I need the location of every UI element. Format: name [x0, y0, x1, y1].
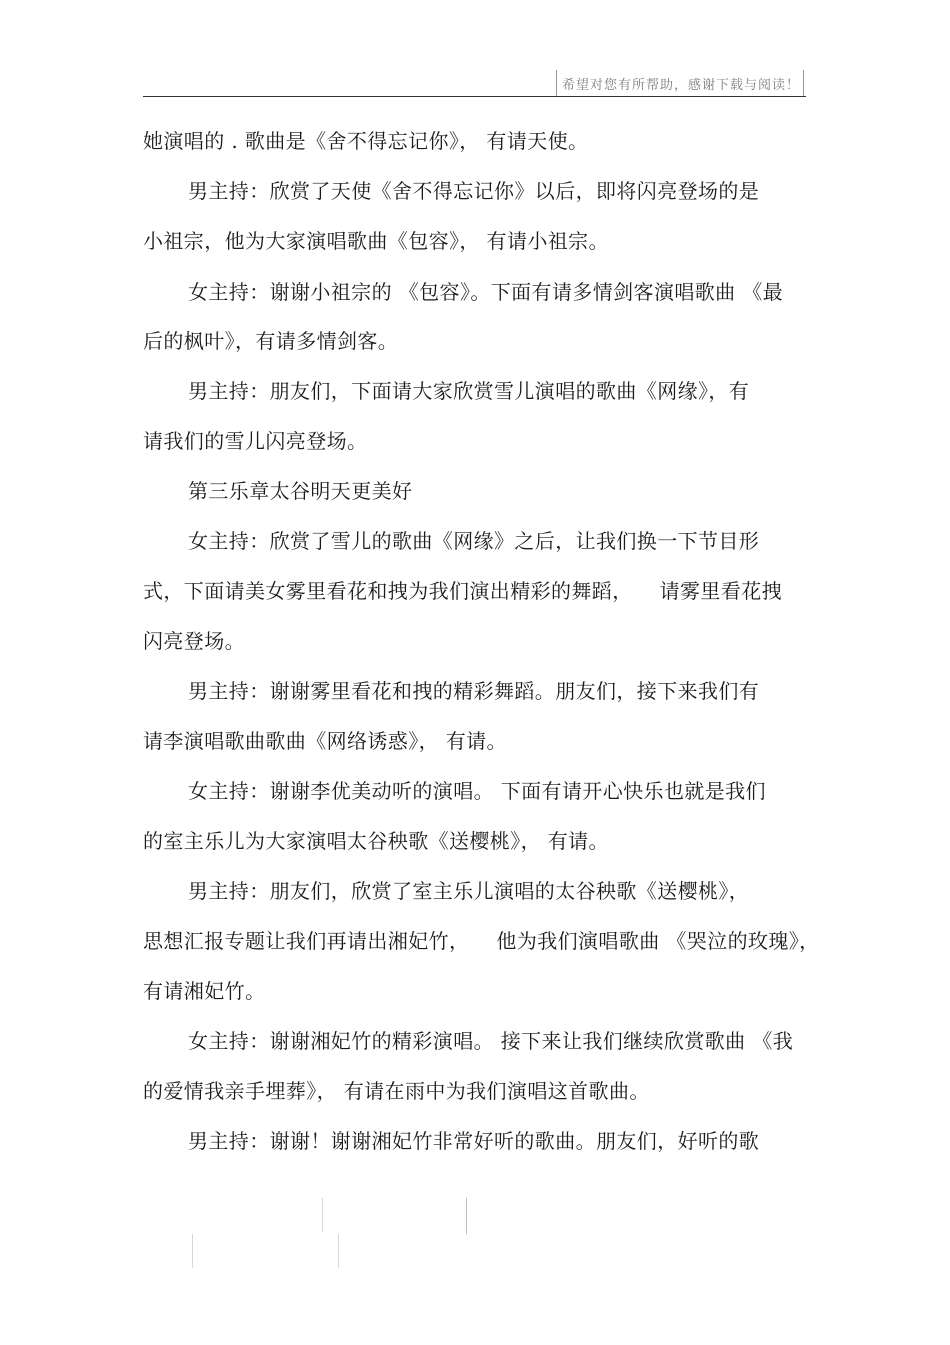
text-line: 请李演唱歌曲歌曲《网络诱惑》， 有请。	[143, 729, 507, 753]
section-heading: 第三乐章太谷明天更美好	[188, 479, 413, 503]
scan-mark	[192, 1234, 193, 1268]
text-line: 女主持：欣赏了雪儿的歌曲《网缘》之后，让我们换一下节目形	[188, 529, 760, 553]
text-line: 请我们的雪儿闪亮登场。	[143, 429, 368, 453]
text-line: 女主持：谢谢湘妃竹的精彩演唱。 接下来让我们继续欣赏歌曲 《我	[188, 1029, 794, 1053]
scan-mark	[322, 1198, 323, 1232]
text-line: 女主持：谢谢李优美动听的演唱。 下面有请开心快乐也就是我们	[188, 779, 766, 803]
text-line: 闪亮登场。	[143, 629, 245, 653]
text-line: 男主持：朋友们，下面请大家欣赏雪儿演唱的歌曲《网缘》，有	[188, 379, 750, 403]
text-line: 的爱情我亲手埋葬》， 有请在雨中为我们演唱这首歌曲。	[143, 1079, 650, 1103]
scan-mark	[338, 1234, 339, 1268]
header-text: 希望对您有所帮助，感谢下载与阅读！	[562, 78, 801, 93]
scan-mark	[466, 1198, 467, 1234]
text-line: 思想汇报专题让我们再请出湘妃竹， 他为我们演唱歌曲 《哭泣的玫瑰》，	[143, 929, 820, 953]
text-line: 她演唱的 . 歌曲是《舍不得忘记你》， 有请天使。	[143, 129, 589, 153]
text-line: 男主持：欣赏了天使《舍不得忘记你》以后，即将闪亮登场的是	[188, 179, 760, 203]
text-line: 式，下面请美女雾里看花和拽为我们演出精彩的舞蹈， 请雾里看花拽	[143, 579, 783, 603]
text-line: 男主持：朋友们，欣赏了室主乐儿演唱的太谷秧歌《送樱桃》，	[188, 879, 750, 903]
text-line: 小祖宗，他为大家演唱歌曲《包容》， 有请小祖宗。	[143, 229, 609, 253]
text-line: 男主持：谢谢雾里看花和拽的精彩舞蹈。朋友们，接下来我们有	[188, 679, 760, 703]
text-line: 后的枫叶》，有请多情剑客。	[143, 329, 399, 353]
text-line: 的室主乐儿为大家演唱太谷秧歌《送樱桃》， 有请。	[143, 829, 609, 853]
text-line: 女主持：谢谢小祖宗的 《包容》。下面有请多情剑客演唱歌曲 《最	[188, 280, 784, 304]
header-rule	[143, 96, 806, 97]
text-line: 有请湘妃竹。	[143, 979, 266, 1003]
text-line: 男主持：谢谢！谢谢湘妃竹非常好听的歌曲。朋友们，好听的歌	[188, 1129, 760, 1153]
